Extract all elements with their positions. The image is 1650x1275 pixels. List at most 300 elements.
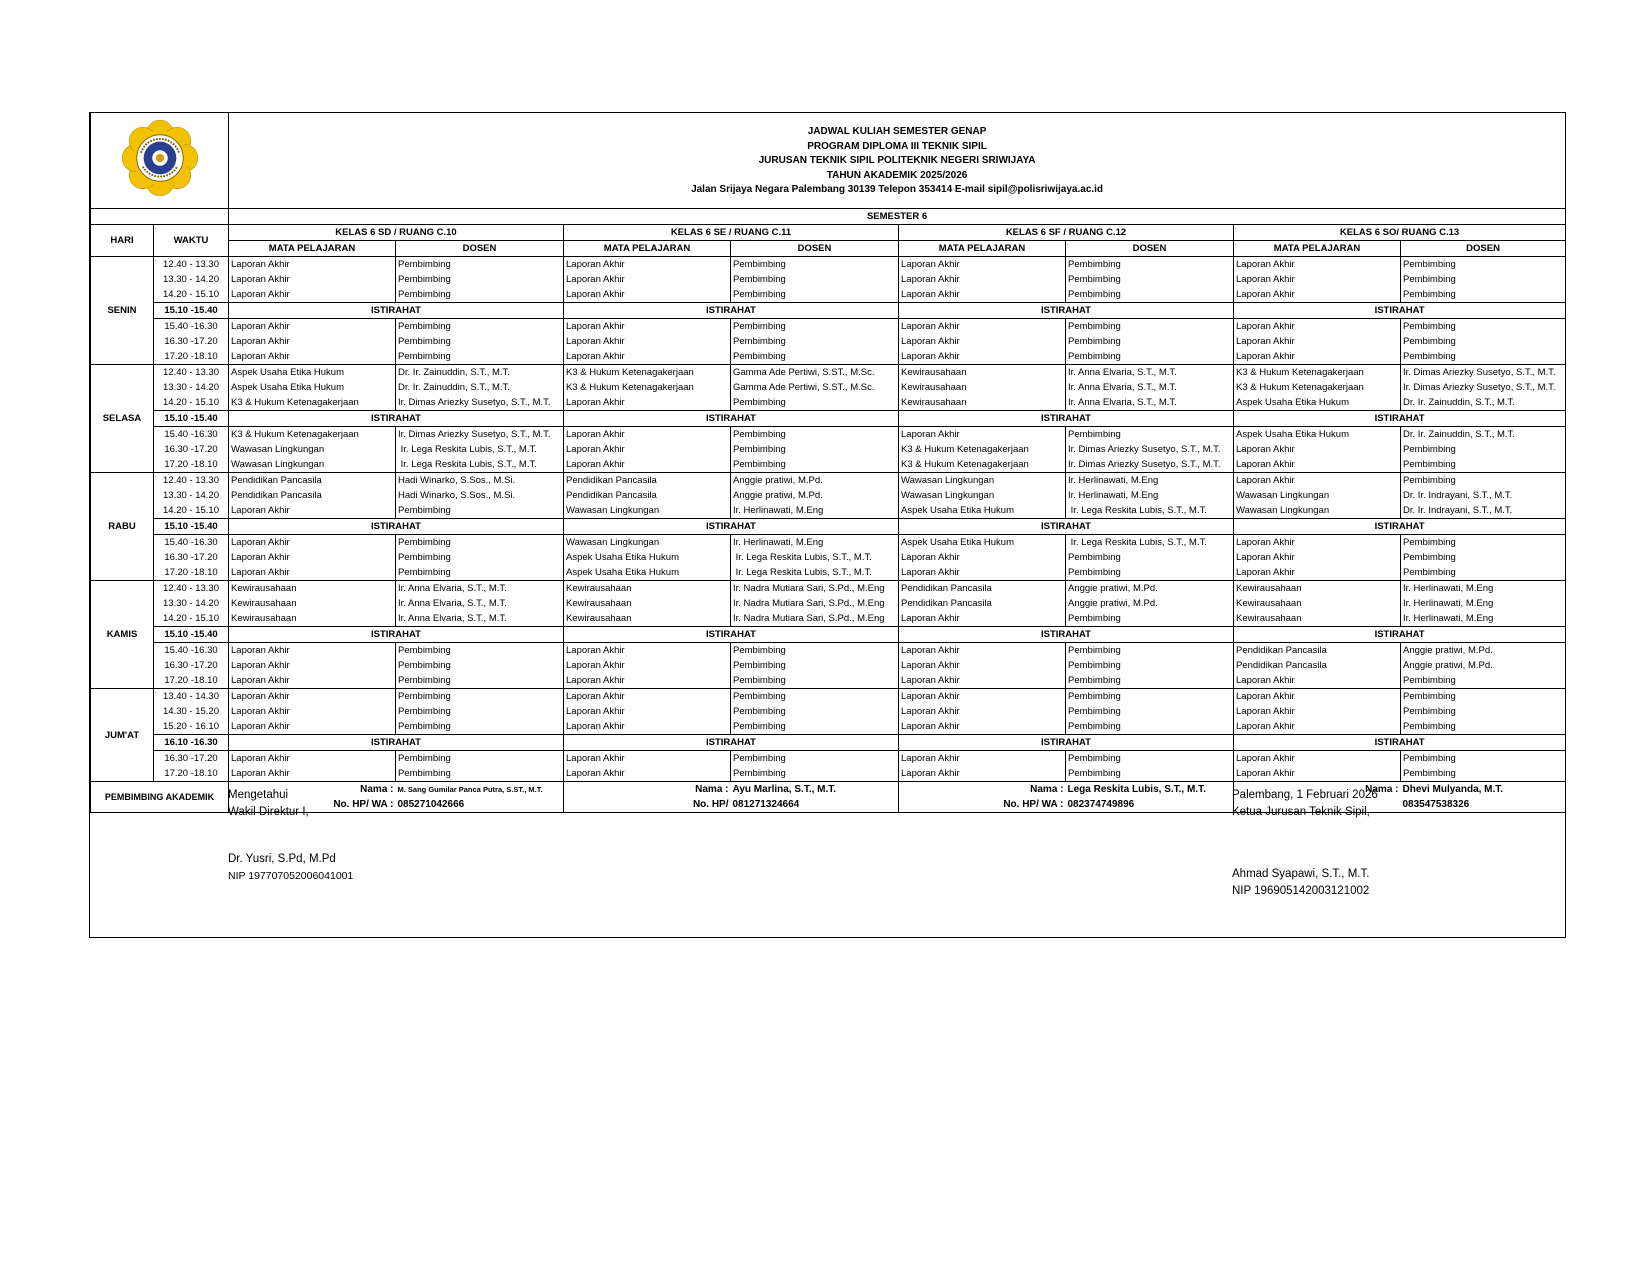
left-sign-name: Dr. Yusri, S.Pd, M.Pd [228, 853, 336, 865]
semester-label: SEMESTER 6 [229, 209, 1566, 225]
schedule-table [90, 113, 1566, 813]
time-slot: 16.30 -17.20 [154, 442, 229, 457]
lecturer-cell: Ir. Herlinawati, M.Eng [731, 535, 899, 551]
course-cell: Laporan Akhir [229, 689, 396, 705]
lecturer-cell: Ir. Anna Elvaria, S.T., M.T. [1066, 365, 1234, 381]
lecturer-cell: Ir. Herlinawati, M.Eng [1066, 488, 1234, 503]
lecturer-cell: Pembimbing [1066, 319, 1234, 335]
time-slot: 13.40 - 14.30 [154, 689, 229, 705]
lecturer-cell: Pembimbing [1066, 427, 1234, 443]
table-row [91, 565, 1566, 581]
course-cell: Laporan Akhir [229, 349, 396, 365]
break-cell: ISTIRAHAT [229, 303, 564, 319]
lecturer-cell: Pembimbing [731, 334, 899, 349]
course-cell: Kewirausahaan [1234, 611, 1401, 627]
lecturer-cell: Anggie pratiwi, M.Pd. [1401, 643, 1566, 659]
table-row [91, 519, 1566, 535]
lecturer-cell: Pembimbing [731, 319, 899, 335]
lecturer-cell: Pembimbing [731, 257, 899, 273]
course-cell: Wawasan Lingkungan [899, 488, 1066, 503]
course-cell: Kewirausahaan [1234, 596, 1401, 611]
course-cell: Laporan Akhir [899, 565, 1066, 581]
course-cell: Laporan Akhir [564, 395, 731, 411]
lecturer-cell: Pembimbing [396, 673, 564, 689]
break-cell: ISTIRAHAT [564, 519, 899, 535]
course-cell: Laporan Akhir [564, 673, 731, 689]
course-cell: Laporan Akhir [899, 287, 1066, 303]
title-line-1: JADWAL KULIAH SEMESTER GENAP [807, 126, 987, 138]
course-cell: Aspek Usaha Etika Hukum [899, 535, 1066, 551]
break-cell: ISTIRAHAT [1234, 303, 1566, 319]
course-cell: Aspek Usaha Etika Hukum [229, 365, 396, 381]
break-cell: ISTIRAHAT [899, 627, 1234, 643]
course-cell: Laporan Akhir [229, 334, 396, 349]
lecturer-cell: Pembimbing [731, 751, 899, 767]
waktu-header: WAKTU [154, 225, 229, 257]
lecturer-cell: Pembimbing [1401, 766, 1566, 782]
course-cell: Laporan Akhir [564, 689, 731, 705]
course-cell: Wawasan Lingkungan [229, 442, 396, 457]
course-cell: Laporan Akhir [564, 319, 731, 335]
lecturer-cell: Pembimbing [731, 427, 899, 443]
advisor-name: Dhevi Mulyanda, M.T. [1401, 782, 1566, 798]
course-cell: Laporan Akhir [1234, 704, 1401, 719]
lecturer-cell: Pembimbing [396, 257, 564, 273]
course-cell: Wawasan Lingkungan [1234, 488, 1401, 503]
lecturer-cell: Ir. Herlinawati, M.Eng [1401, 596, 1566, 611]
break-cell: ISTIRAHAT [1234, 627, 1566, 643]
advisor-name-key: Nama : [899, 782, 1066, 798]
class-header-sd: KELAS 6 SD / RUANG C.10 [229, 225, 564, 241]
lecturer-cell: Ir. Dimas Ariezky Susetyo, S.T., M.T. [396, 395, 564, 411]
course-cell: Kewirausahaan [899, 395, 1066, 411]
course-cell: Laporan Akhir [899, 257, 1066, 273]
time-slot: 15.20 - 16.10 [154, 719, 229, 735]
lecturer-cell: Pembimbing [396, 719, 564, 735]
advisor-hp-key: No. HP/ WA : [229, 797, 396, 813]
lecturer-cell: Pembimbing [1401, 257, 1566, 273]
lecturer-cell: Pembimbing [731, 643, 899, 659]
title-line-2: PROGRAM DIPLOMA III TEKNIK SIPIL [807, 140, 987, 152]
time-slot: 12.40 - 13.30 [154, 581, 229, 597]
time-slot: 15.10 -15.40 [154, 519, 229, 535]
advisor-name-key: Nama : [564, 782, 731, 798]
lecturer-cell: Pembimbing [1066, 550, 1234, 565]
lecturer-cell: Pembimbing [1066, 719, 1234, 735]
course-cell: Laporan Akhir [1234, 272, 1401, 287]
course-cell: Laporan Akhir [899, 719, 1066, 735]
course-cell: Pendidikan Pancasila [564, 473, 731, 489]
break-cell: ISTIRAHAT [899, 735, 1234, 751]
advisor-label: PEMBIMBING AKADEMIK [91, 782, 229, 813]
lecturer-cell: Pembimbing [1066, 611, 1234, 627]
table-row [91, 643, 1566, 659]
day-label: SELASA [91, 365, 154, 473]
lecturer-cell: Pembimbing [1066, 272, 1234, 287]
lecturer-cell: Ir. Dimas Ariezky Susetyo, S.T., M.T. [1401, 380, 1566, 395]
lecturer-cell: Pembimbing [1401, 287, 1566, 303]
advisor-hp: 083547538326 [1401, 797, 1566, 813]
lecturer-cell: Ir. Dimas Ariezky Susetyo, S.T., M.T. [1066, 442, 1234, 457]
day-label: JUM'AT [91, 689, 154, 782]
course-cell: Laporan Akhir [229, 704, 396, 719]
course-cell: Laporan Akhir [899, 643, 1066, 659]
course-cell: Aspek Usaha Etika Hukum [564, 550, 731, 565]
break-cell: ISTIRAHAT [899, 303, 1234, 319]
lecturer-cell: Ir. Dimas Ariezky Susetyo, S.T., M.T. [1401, 365, 1566, 381]
course-cell: Laporan Akhir [229, 319, 396, 335]
time-slot: 15.10 -15.40 [154, 303, 229, 319]
course-cell: Pendidikan Pancasila [564, 488, 731, 503]
course-cell: Laporan Akhir [1234, 319, 1401, 335]
lecturer-cell: Ir. Herlinawati, M.Eng [731, 503, 899, 519]
course-cell: Laporan Akhir [1234, 334, 1401, 349]
lecturer-cell: Anggie pratiwi, M.Pd. [1066, 581, 1234, 597]
course-cell: Wawasan Lingkungan [229, 457, 396, 473]
lecturer-cell: Pembimbing [1401, 673, 1566, 689]
lecturer-cell: Pembimbing [1066, 334, 1234, 349]
course-cell: Laporan Akhir [1234, 457, 1401, 473]
mata-header: MATA PELAJARAN [1234, 241, 1401, 257]
lecturer-cell: Pembimbing [1066, 704, 1234, 719]
lecturer-cell: Ir. Anna Elvaria, S.T., M.T. [1066, 395, 1234, 411]
lecturer-cell: Pembimbing [1066, 257, 1234, 273]
lecturer-cell: Anggie pratiwi, M.Pd. [731, 488, 899, 503]
lecturer-cell: Pembimbing [1401, 751, 1566, 767]
time-slot: 15.40 -16.30 [154, 427, 229, 443]
time-slot: 16.30 -17.20 [154, 658, 229, 673]
lecturer-cell: Ir. Dimas Ariezky Susetyo, S.T., M.T. [1066, 457, 1234, 473]
advisor-hp: 081271324664 [731, 797, 899, 813]
course-cell: K3 & Hukum Ketenagakerjaan [229, 395, 396, 411]
table-row [91, 442, 1566, 457]
course-cell: Laporan Akhir [564, 457, 731, 473]
table-row [91, 673, 1566, 689]
advisor-name: Lega Reskita Lubis, S.T., M.T. [1066, 782, 1234, 798]
lecturer-cell: Anggie pratiwi, M.Pd. [1401, 658, 1566, 673]
course-cell: Kewirausahaan [229, 596, 396, 611]
lecturer-cell: Pembimbing [1401, 473, 1566, 489]
lecturer-cell: Ir. Lega Reskita Lubis, S.T., M.T. [396, 442, 564, 457]
course-cell: K3 & Hukum Ketenagakerjaan [1234, 365, 1401, 381]
course-cell: Aspek Usaha Etika Hukum [1234, 427, 1401, 443]
table-row [91, 380, 1566, 395]
advisor-hp-key: No. HP/ [564, 797, 731, 813]
course-cell: Laporan Akhir [899, 689, 1066, 705]
break-cell: ISTIRAHAT [229, 627, 564, 643]
time-slot: 13.30 - 14.20 [154, 488, 229, 503]
polsri-logo-icon [117, 115, 203, 201]
time-slot: 16.30 -17.20 [154, 550, 229, 565]
lecturer-cell: Pembimbing [731, 689, 899, 705]
course-cell: Laporan Akhir [899, 550, 1066, 565]
lecturer-cell: Anggie pratiwi, M.Pd. [731, 473, 899, 489]
break-cell: ISTIRAHAT [899, 411, 1234, 427]
table-row [91, 735, 1566, 751]
time-slot: 15.10 -15.40 [154, 411, 229, 427]
time-slot: 15.40 -16.30 [154, 535, 229, 551]
course-cell: Laporan Akhir [1234, 442, 1401, 457]
lecturer-cell: Ir. Nadra Mutiara Sari, S.Pd., M.Eng [731, 581, 899, 597]
time-slot: 17.20 -18.10 [154, 457, 229, 473]
course-cell: Aspek Usaha Etika Hukum [564, 565, 731, 581]
course-cell: Laporan Akhir [899, 751, 1066, 767]
lecturer-cell: Pembimbing [731, 704, 899, 719]
left-sign-line1: Mengetahui [228, 789, 289, 801]
course-cell: Laporan Akhir [899, 319, 1066, 335]
lecturer-cell: Hadi Winarko, S.Sos., M.Si. [396, 488, 564, 503]
course-cell: Laporan Akhir [564, 287, 731, 303]
lecturer-cell: Pembimbing [1401, 349, 1566, 365]
advisor-hp: 082374749896 [1066, 797, 1234, 813]
table-row [91, 596, 1566, 611]
break-cell: ISTIRAHAT [229, 519, 564, 535]
lecturer-cell: Pembimbing [396, 272, 564, 287]
lecturer-cell: Pembimbing [1066, 565, 1234, 581]
title-line-5: Jalan Srijaya Negara Palembang 30139 Telepon 353414 E-mail sipil@polisriwijaya.ac.id [691, 184, 1104, 196]
lecturer-cell: Pembimbing [396, 319, 564, 335]
table-row [91, 704, 1566, 719]
lecturer-cell: Pembimbing [396, 349, 564, 365]
title-line-3: JURUSAN TEKNIK SIPIL POLITEKNIK NEGERI SRIWIJAYA [758, 155, 1036, 167]
course-cell: Laporan Akhir [564, 719, 731, 735]
time-slot: 16.30 -17.20 [154, 334, 229, 349]
time-slot: 13.30 - 14.20 [154, 380, 229, 395]
course-cell: Laporan Akhir [564, 766, 731, 782]
course-cell: Wawasan Lingkungan [564, 535, 731, 551]
hari-header: HARI [91, 225, 154, 257]
lecturer-cell: Ir. Lega Reskita Lubis, S.T., M.T. [1066, 535, 1234, 551]
lecturer-cell: Ir. Anna Elvaria, S.T., M.T. [396, 581, 564, 597]
lecturer-cell: Pembimbing [731, 658, 899, 673]
course-cell: Pendidikan Pancasila [1234, 658, 1401, 673]
course-cell: Laporan Akhir [899, 766, 1066, 782]
course-cell: Pendidikan Pancasila [899, 596, 1066, 611]
time-slot: 14.30 - 15.20 [154, 704, 229, 719]
course-cell: Laporan Akhir [1234, 673, 1401, 689]
lecturer-cell: Pembimbing [1401, 704, 1566, 719]
break-cell: ISTIRAHAT [564, 735, 899, 751]
course-cell: Wawasan Lingkungan [899, 473, 1066, 489]
lecturer-cell: Hadi Winarko, S.Sos., M.Si. [396, 473, 564, 489]
left-sign-line2: Wakil Direktur I, [228, 806, 309, 818]
break-cell: ISTIRAHAT [1234, 411, 1566, 427]
course-cell: Laporan Akhir [564, 427, 731, 443]
course-cell: Laporan Akhir [564, 751, 731, 767]
course-cell: Laporan Akhir [229, 503, 396, 519]
lecturer-cell: Pembimbing [731, 395, 899, 411]
time-slot: 17.20 -18.10 [154, 673, 229, 689]
lecturer-cell: Pembimbing [1066, 751, 1234, 767]
table-row [91, 503, 1566, 519]
lecturer-cell: Pembimbing [396, 565, 564, 581]
lecturer-cell: Pembimbing [1401, 334, 1566, 349]
dosen-header: DOSEN [731, 241, 899, 257]
lecturer-cell: Pembimbing [1401, 272, 1566, 287]
day-label: SENIN [91, 257, 154, 365]
table-row [91, 550, 1566, 565]
lecturer-cell: Pembimbing [396, 704, 564, 719]
lecturer-cell: Pembimbing [396, 643, 564, 659]
break-cell: ISTIRAHAT [1234, 519, 1566, 535]
lecturer-cell: Ir. Dimas Ariezky Susetyo, S.T., M.T. [396, 427, 564, 443]
lecturer-cell: Dr. Ir. Zainuddin, S.T., M.T. [1401, 395, 1566, 411]
schedule-sheet [89, 112, 1566, 938]
lecturer-cell: Ir. Herlinawati, M.Eng [1401, 611, 1566, 627]
time-slot: 12.40 - 13.30 [154, 365, 229, 381]
course-cell: Laporan Akhir [229, 287, 396, 303]
advisor-name-key: Nama : [1234, 782, 1401, 798]
lecturer-cell: Pembimbing [1401, 319, 1566, 335]
course-cell: Pendidikan Pancasila [229, 488, 396, 503]
course-cell: Wawasan Lingkungan [564, 503, 731, 519]
time-slot: 13.30 - 14.20 [154, 272, 229, 287]
table-row [91, 303, 1566, 319]
table-row [91, 751, 1566, 767]
course-cell: Aspek Usaha Etika Hukum [899, 503, 1066, 519]
lecturer-cell: Pembimbing [1401, 457, 1566, 473]
table-row [91, 627, 1566, 643]
course-cell: Laporan Akhir [229, 751, 396, 767]
advisor-name-key: Nama : [229, 782, 396, 798]
lecturer-cell: Pembimbing [1066, 349, 1234, 365]
class-header-so: KELAS 6 SO/ RUANG C.13 [1234, 225, 1566, 241]
table-row [91, 689, 1566, 705]
course-cell: Laporan Akhir [899, 272, 1066, 287]
time-slot: 12.40 - 13.30 [154, 473, 229, 489]
break-cell: ISTIRAHAT [564, 627, 899, 643]
time-slot: 15.10 -15.40 [154, 627, 229, 643]
lecturer-cell: Pembimbing [731, 442, 899, 457]
table-row [91, 457, 1566, 473]
table-row [91, 365, 1566, 381]
time-slot: 14.20 - 15.10 [154, 611, 229, 627]
course-cell: Laporan Akhir [229, 535, 396, 551]
break-cell: ISTIRAHAT [564, 411, 899, 427]
course-cell: Laporan Akhir [229, 257, 396, 273]
break-cell: ISTIRAHAT [899, 519, 1234, 535]
lecturer-cell: Pembimbing [396, 287, 564, 303]
course-cell: Laporan Akhir [899, 673, 1066, 689]
blank-cell [91, 209, 229, 225]
course-cell: K3 & Hukum Ketenagakerjaan [1234, 380, 1401, 395]
lecturer-cell: Pembimbing [1401, 550, 1566, 565]
lecturer-cell: Pembimbing [396, 689, 564, 705]
lecturer-cell: Pembimbing [1066, 689, 1234, 705]
course-cell: Kewirausahaan [564, 596, 731, 611]
time-slot: 16.30 -17.20 [154, 751, 229, 767]
course-cell: Laporan Akhir [229, 766, 396, 782]
time-slot: 17.20 -18.10 [154, 766, 229, 782]
course-cell: Laporan Akhir [899, 658, 1066, 673]
right-sign-name: Ahmad Syapawi, S.T., M.T. [1232, 868, 1370, 880]
course-cell: Laporan Akhir [899, 704, 1066, 719]
lecturer-cell: Dr. Ir. Zainuddin, S.T., M.T. [396, 365, 564, 381]
course-cell: Laporan Akhir [1234, 751, 1401, 767]
lecturer-cell: Anggie pratiwi, M.Pd. [1066, 596, 1234, 611]
lecturer-cell: Pembimbing [1066, 658, 1234, 673]
table-row [91, 658, 1566, 673]
lecturer-cell: Pembimbing [396, 334, 564, 349]
lecturer-cell: Pembimbing [1066, 673, 1234, 689]
lecturer-cell: Ir. Lega Reskita Lubis, S.T., M.T. [1066, 503, 1234, 519]
lecturer-cell: Pembimbing [731, 457, 899, 473]
table-row [91, 272, 1566, 287]
course-cell: K3 & Hukum Ketenagakerjaan [899, 457, 1066, 473]
course-cell: Laporan Akhir [899, 349, 1066, 365]
course-cell: Laporan Akhir [1234, 257, 1401, 273]
time-slot: 15.40 -16.30 [154, 643, 229, 659]
time-slot: 14.20 - 15.10 [154, 287, 229, 303]
course-cell: Laporan Akhir [1234, 349, 1401, 365]
dosen-header: DOSEN [1066, 241, 1234, 257]
course-cell: Laporan Akhir [564, 442, 731, 457]
course-cell: Laporan Akhir [229, 565, 396, 581]
table-row [91, 719, 1566, 735]
course-cell: Laporan Akhir [1234, 766, 1401, 782]
table-row [91, 535, 1566, 551]
course-cell: K3 & Hukum Ketenagakerjaan [229, 427, 396, 443]
course-cell: Laporan Akhir [229, 643, 396, 659]
advisor-name: Ayu Marlina, S.T., M.T. [731, 782, 899, 798]
table-row [91, 581, 1566, 597]
course-cell: Pendidikan Pancasila [899, 581, 1066, 597]
time-slot: 12.40 - 13.30 [154, 257, 229, 273]
course-cell: Laporan Akhir [564, 643, 731, 659]
lecturer-cell: Gamma Ade Pertiwi, S.ST., M.Sc. [731, 365, 899, 381]
lecturer-cell: Pembimbing [396, 503, 564, 519]
course-cell: Kewirausahaan [899, 380, 1066, 395]
mata-header: MATA PELAJARAN [564, 241, 731, 257]
table-row [91, 611, 1566, 627]
lecturer-cell: Pembimbing [1401, 689, 1566, 705]
table-row [91, 488, 1566, 503]
table-row [91, 427, 1566, 443]
table-row [91, 473, 1566, 489]
course-cell: Laporan Akhir [229, 673, 396, 689]
right-sign-nip: NIP 196905142003121002 [1232, 885, 1370, 897]
lecturer-cell: Pembimbing [1401, 535, 1566, 551]
table-row [91, 257, 1566, 273]
course-cell: Aspek Usaha Etika Hukum [1234, 395, 1401, 411]
lecturer-cell: Pembimbing [731, 719, 899, 735]
right-sign-line2: Ketua Jurusan Teknik Sipil, [1232, 806, 1370, 818]
lecturer-cell: Ir. Herlinawati, M.Eng [1401, 581, 1566, 597]
lecturer-cell: Pembimbing [396, 535, 564, 551]
course-cell: Kewirausahaan [229, 611, 396, 627]
dosen-header: DOSEN [1401, 241, 1566, 257]
course-cell: K3 & Hukum Ketenagakerjaan [899, 442, 1066, 457]
course-cell: Laporan Akhir [229, 658, 396, 673]
course-cell: Laporan Akhir [1234, 550, 1401, 565]
break-cell: ISTIRAHAT [229, 735, 564, 751]
time-slot: 14.20 - 15.10 [154, 503, 229, 519]
lecturer-cell: Pembimbing [1066, 643, 1234, 659]
course-cell: Laporan Akhir [229, 272, 396, 287]
day-label: KAMIS [91, 581, 154, 689]
lecturer-cell: Dr. Ir. Zainuddin, S.T., M.T. [396, 380, 564, 395]
course-cell: Laporan Akhir [564, 704, 731, 719]
course-cell: Laporan Akhir [564, 658, 731, 673]
advisor-hp-key: No. HP/ WA : [899, 797, 1066, 813]
course-cell: Laporan Akhir [229, 550, 396, 565]
lecturer-cell: Pembimbing [731, 272, 899, 287]
advisor-hp: 085271042666 [396, 797, 564, 813]
table-row [91, 395, 1566, 411]
time-slot: 17.20 -18.10 [154, 565, 229, 581]
course-cell: Kewirausahaan [899, 365, 1066, 381]
lecturer-cell: Pembimbing [1401, 442, 1566, 457]
